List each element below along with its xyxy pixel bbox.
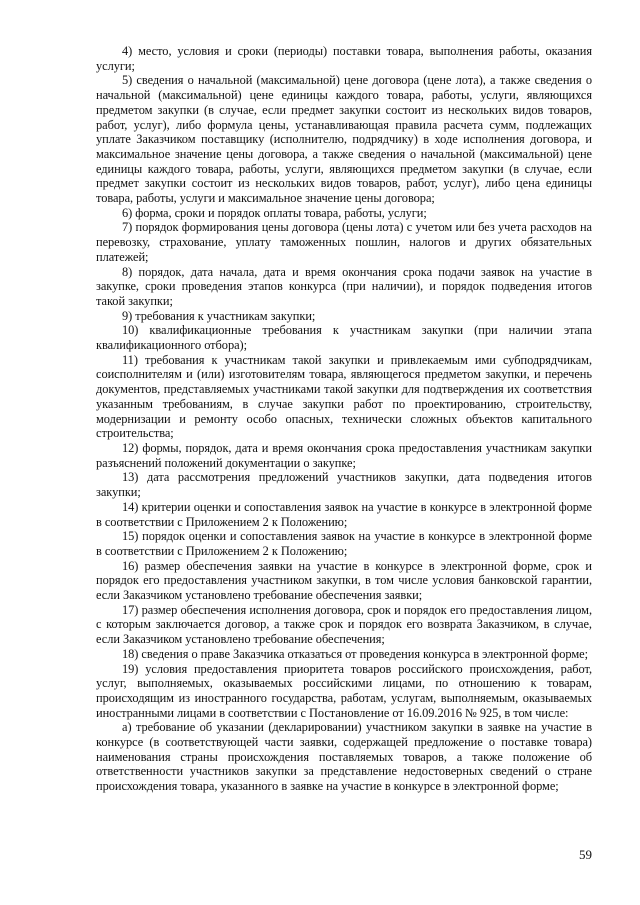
paragraph-item-9: 9) требования к участникам закупки; — [122, 308, 316, 323]
page-number: 59 — [579, 847, 592, 862]
paragraph-item-19: 19) условия предоставления приоритета товаров российского происхождения, работ, услуг, выполняемых, оказываемых российскими лицами, по отношению к товарам, происходящим из иностранного государства, работам, услугам, выполняемым, оказываемых иностранными лицами в соответствии с Постановление от 16.09.2016 № 925, в том числе: — [96, 661, 592, 720]
paragraph-item-19a: а) требование об указании (декларировании) участником закупки в заявке на участие в конкурсе (в соответствующей части заявки, содержащей предложение о поставке товара) наименования страны происхождения поставляемых товаров, а также положение об ответственности участников закупки за представление недостоверных сведений о стране происхождения товара, указанного в заявке на участие в конкурсе в электронной форме; — [96, 720, 592, 794]
paragraph-item-16: 16) размер обеспечения заявки на участие в конкурсе в электронной форме, срок и порядок его предоставления участником закупки, в том числе условия банковской гарантии, если Заказчиком установлено требование обеспечения заявки; — [96, 558, 592, 603]
paragraph-item-14: 14) критерии оценки и сопоставления заявок на участие в конкурсе в электронной форме в соответствии с Приложением 2 к Положению; — [96, 499, 592, 529]
paragraph-item-7: 7) порядок формирования цены договора (цены лота) с учетом или без учета расходов на перевозку, страхование, уплату таможенных пошлин, налогов и других обязательных платежей; — [96, 220, 592, 264]
paragraph-item-17: 17) размер обеспечения исполнения договора, срок и порядок его предоставления лицом, с которым заключается договор, а также срок и порядок его возврата Заказчиком, в случае, если Заказчиком установлено требование обеспечения; — [96, 602, 592, 647]
paragraph-item-6: 6) форма, сроки и порядок оплаты товара, работы, услуги; — [122, 205, 427, 220]
paragraph-item-5: 5) сведения о начальной (максимальной) цене договора (цене лота), а также сведения о начальной (максимальной) цене единицы каждого товара, работы, услуги, являющихся предметом закупки (в случае, если предмет закупки состоит из нескольких видов товаров, работ, услуг), либо формула цены, устанавливающая правила расчета сумм, подлежащих уплате Заказчиком поставщику (исполнителю, подрядчику) в ходе исполнения договора, и максимальное значение цены договора, а также сведения о начальной (максимальной) цене единицы каждого товара, работы, услуги, являющихся предметом закупки (в случае, если предмет закупки состоит из нескольких видов товаров, работ, услуг), либо цена единицы товара, работы, услуги и максимальное значение цены договора; — [96, 73, 592, 206]
paragraph-item-18: 18) сведения о праве Заказчика отказаться от проведения конкурса в электронной форме; — [122, 646, 589, 661]
paragraph-item-15: 15) порядок оценки и сопоставления заявок на участие в конкурсе в электронной форме в соответствии с Приложением 2 к Положению; — [96, 529, 592, 558]
paragraph-item-13: 13) дата рассмотрения предложений участников закупки, дата подведения итогов закупки; — [96, 470, 592, 500]
paragraph-item-10: 10) квалификационные требования к участникам закупки (при наличии этапа квалификационного отбора); — [96, 323, 592, 353]
paragraph-item-8: 8) порядок, дата начала, дата и время окончания срока подачи заявок на участие в закупке, сроки проведения этапов конкурса (при наличии), и порядок подведения итогов такой закупки; — [96, 264, 592, 308]
paragraph-item-11: 11) требования к участникам такой закупки и привлекаемым ими субподрядчикам, соисполнителям и (или) изготовителям товара, являющегося предметом закупки, и перечень документов, представляемых участниками такой закупки для подтверждения их соответствия указанным требованиям, в случае закупки работ по проектированию, строительству, модернизации и ремонту особо опасных, технически сложных объектов капитального строительства; — [96, 352, 592, 441]
paragraph-item-12: 12) формы, порядок, дата и время окончания срока предоставления участникам закупки разъяснений положений документации о закупке; — [96, 440, 592, 470]
paragraph-item-4: 4) место, условия и сроки (периоды) поставки товара, выполнения работы, оказания услуги; — [96, 44, 592, 73]
document-body — [96, 44, 592, 794]
